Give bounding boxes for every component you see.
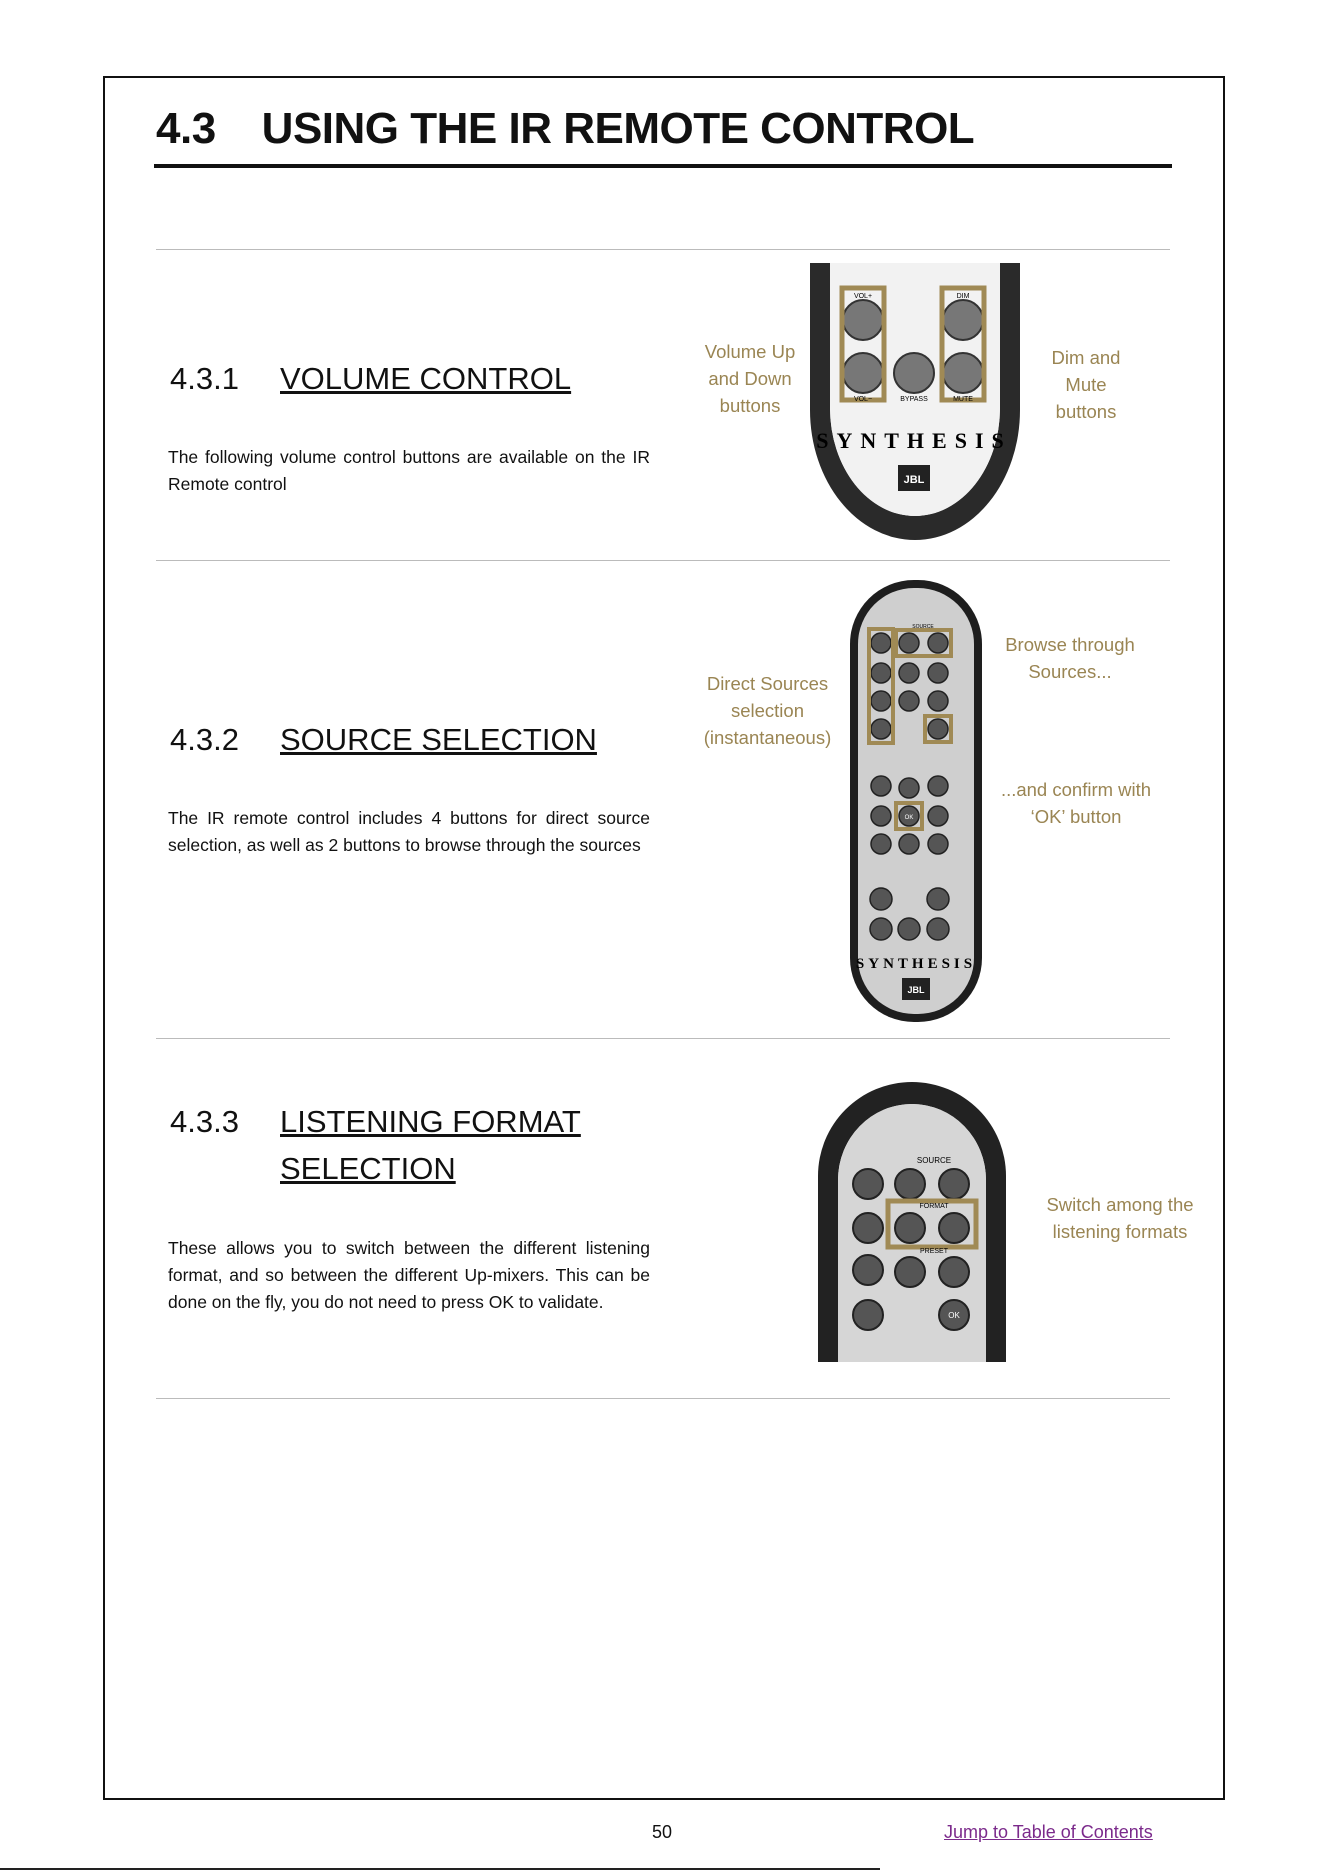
divider [156, 1038, 1170, 1039]
volume-body-text: The following volume control buttons are available on the IR Remote control [168, 447, 650, 494]
footer-rule [0, 1868, 880, 1870]
format-body-text: These allows you to switch between the different listening format, and so between the different Up-mixers. This can be done on the fly, you do not need to press OK to validate. [168, 1238, 650, 1312]
jbl-logo: JBL [903, 474, 925, 486]
heading-rule [154, 164, 1172, 168]
toc-link[interactable]: Jump to Table of Contents [944, 1822, 1153, 1842]
remote-format-illustration [816, 1080, 1008, 1362]
jbl-logo: JBL [907, 985, 925, 995]
mute-label: MUTE [953, 396, 973, 403]
source-body-text: The IR remote control includes 4 buttons for direct source selection, as well as 2 buttons to browse through the sources [168, 808, 650, 855]
section-number: 4.3 [156, 104, 216, 153]
subsection-title: VOLUME CONTROL [280, 361, 572, 396]
note-dim-mute: Dim and Mute buttons [1051, 347, 1121, 422]
subsection-title-line1: LISTENING FORMAT [280, 1104, 581, 1139]
dim-label: DIM [956, 293, 970, 300]
subsection-number: 4.3.1 [170, 361, 239, 396]
subsection-heading-format [170, 1104, 581, 1187]
ok-label: OK [904, 815, 914, 821]
bypass-label: BYPASS [900, 396, 928, 403]
note-volume-up-down: Volume Up and Down buttons [704, 341, 796, 416]
vol-down-label: VOL− [853, 396, 873, 403]
subsection-title: SOURCE SELECTION [280, 722, 597, 757]
brand-wordmark: SYNTHESIS [855, 956, 977, 972]
divider [156, 1398, 1170, 1399]
remote-top-illustration [800, 260, 1030, 545]
subsection-title-line2: SELECTION [280, 1151, 456, 1186]
subsection-number: 4.3.2 [170, 722, 239, 757]
divider [156, 560, 1170, 561]
vol-up-label: VOL+ [853, 293, 873, 300]
source-label: SOURCE [912, 624, 934, 630]
section-heading [156, 104, 974, 154]
subsection-number: 4.3.3 [170, 1104, 239, 1139]
brand-wordmark: SYNTHESIS [816, 428, 1012, 453]
note-browse-sources: Browse through Sources... [1005, 634, 1135, 682]
section-title: USING THE IR REMOTE CONTROL [261, 104, 975, 153]
format-label: FORMAT [919, 1203, 949, 1210]
divider [156, 249, 1170, 250]
page-frame [103, 76, 1225, 1800]
subsection-heading-source [170, 722, 597, 758]
note-confirm-ok: ...and confirm with ‘OK’ button [1000, 779, 1152, 827]
preset-label: PRESET [919, 1248, 949, 1255]
note-direct-sources: Direct Sources selection (instantaneous) [703, 673, 832, 748]
remote-full-illustration [846, 576, 986, 1026]
note-switch-formats: Switch among the listening formats [1046, 1194, 1194, 1242]
source-label: SOURCE [916, 1156, 952, 1165]
ok-label: OK [948, 1311, 960, 1320]
subsection-heading-volume [170, 361, 571, 397]
page-number: 50 [652, 1822, 673, 1842]
